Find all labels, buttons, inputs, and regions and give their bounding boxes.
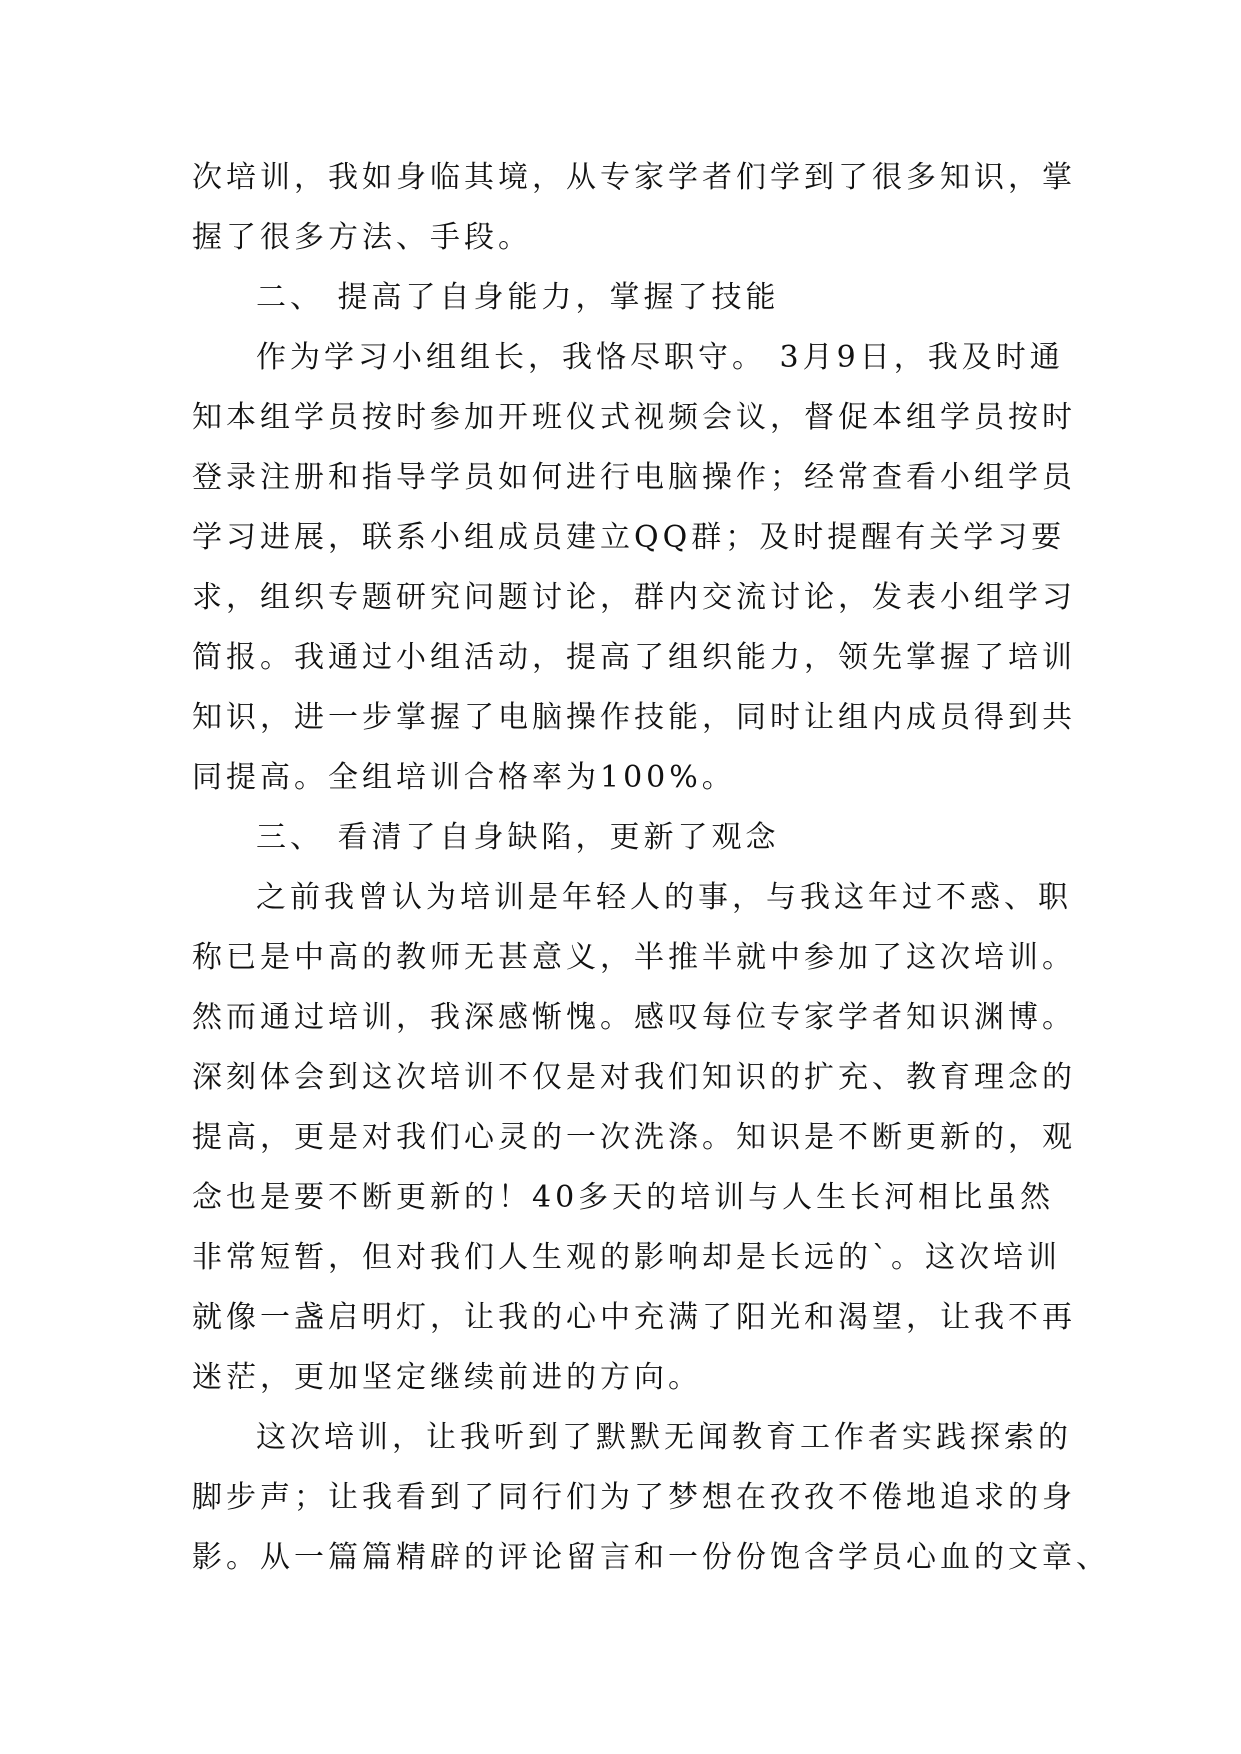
text-line: 三、 看清了自身缺陷，更新了观念 <box>256 820 780 855</box>
text-line: 念也是要不断更新的！40多天的培训与人生长河相比虽然 <box>192 1180 1055 1215</box>
text-line: 简报。我通过小组活动，提高了组织能力，领先掌握了培训 <box>192 640 1076 675</box>
text-line: 登录注册和指导学员如何进行电脑操作；经常查看小组学员 <box>192 460 1076 495</box>
text-line: 迷茫，更加坚定继续前进的方向。 <box>192 1360 702 1395</box>
text-line: 影。从一篇篇精辟的评论留言和一份份饱含学员心血的文章、 <box>192 1540 1110 1575</box>
text-line: 作为学习小组组长，我恪尽职守。 3月9日，我及时通 <box>256 340 1064 375</box>
text-line: 同提高。全组培训合格率为100%。 <box>192 760 736 795</box>
text-line: 求，组织专题研究问题讨论，群内交流讨论，发表小组学习 <box>192 580 1076 615</box>
text-line: 深刻体会到这次培训不仅是对我们知识的扩充、教育理念的 <box>192 1060 1076 1095</box>
text-line: 就像一盏启明灯，让我的心中充满了阳光和渴望，让我不再 <box>192 1300 1076 1335</box>
text-line: 学习进展，联系小组成员建立QQ群；及时提醒有关学习要 <box>192 520 1066 555</box>
text-line: 提高，更是对我们心灵的一次洗涤。知识是不断更新的，观 <box>192 1120 1076 1155</box>
text-line: 称已是中高的教师无甚意义，半推半就中参加了这次培训。 <box>192 940 1076 975</box>
text-line: 这次培训，让我听到了默默无闻教育工作者实践探索的 <box>256 1420 1072 1455</box>
text-line: 脚步声；让我看到了同行们为了梦想在孜孜不倦地追求的身 <box>192 1480 1076 1515</box>
text-line: 之前我曾认为培训是年轻人的事，与我这年过不惑、职 <box>256 880 1072 915</box>
text-line: 知识，进一步掌握了电脑操作技能，同时让组内成员得到共 <box>192 700 1076 735</box>
document-body <box>192 148 1110 1588</box>
text-line: 握了很多方法、手段。 <box>192 220 532 255</box>
text-line: 次培训，我如身临其境，从专家学者们学到了很多知识，掌 <box>192 160 1076 195</box>
text-line: 然而通过培训，我深感惭愧。感叹每位专家学者知识渊博。 <box>192 1000 1076 1035</box>
text-line: 知本组学员按时参加开班仪式视频会议，督促本组学员按时 <box>192 400 1076 435</box>
text-line: 非常短暂，但对我们人生观的影响却是长远的`。这次培训 <box>192 1240 1061 1275</box>
text-line: 二、 提高了自身能力，掌握了技能 <box>256 280 780 315</box>
